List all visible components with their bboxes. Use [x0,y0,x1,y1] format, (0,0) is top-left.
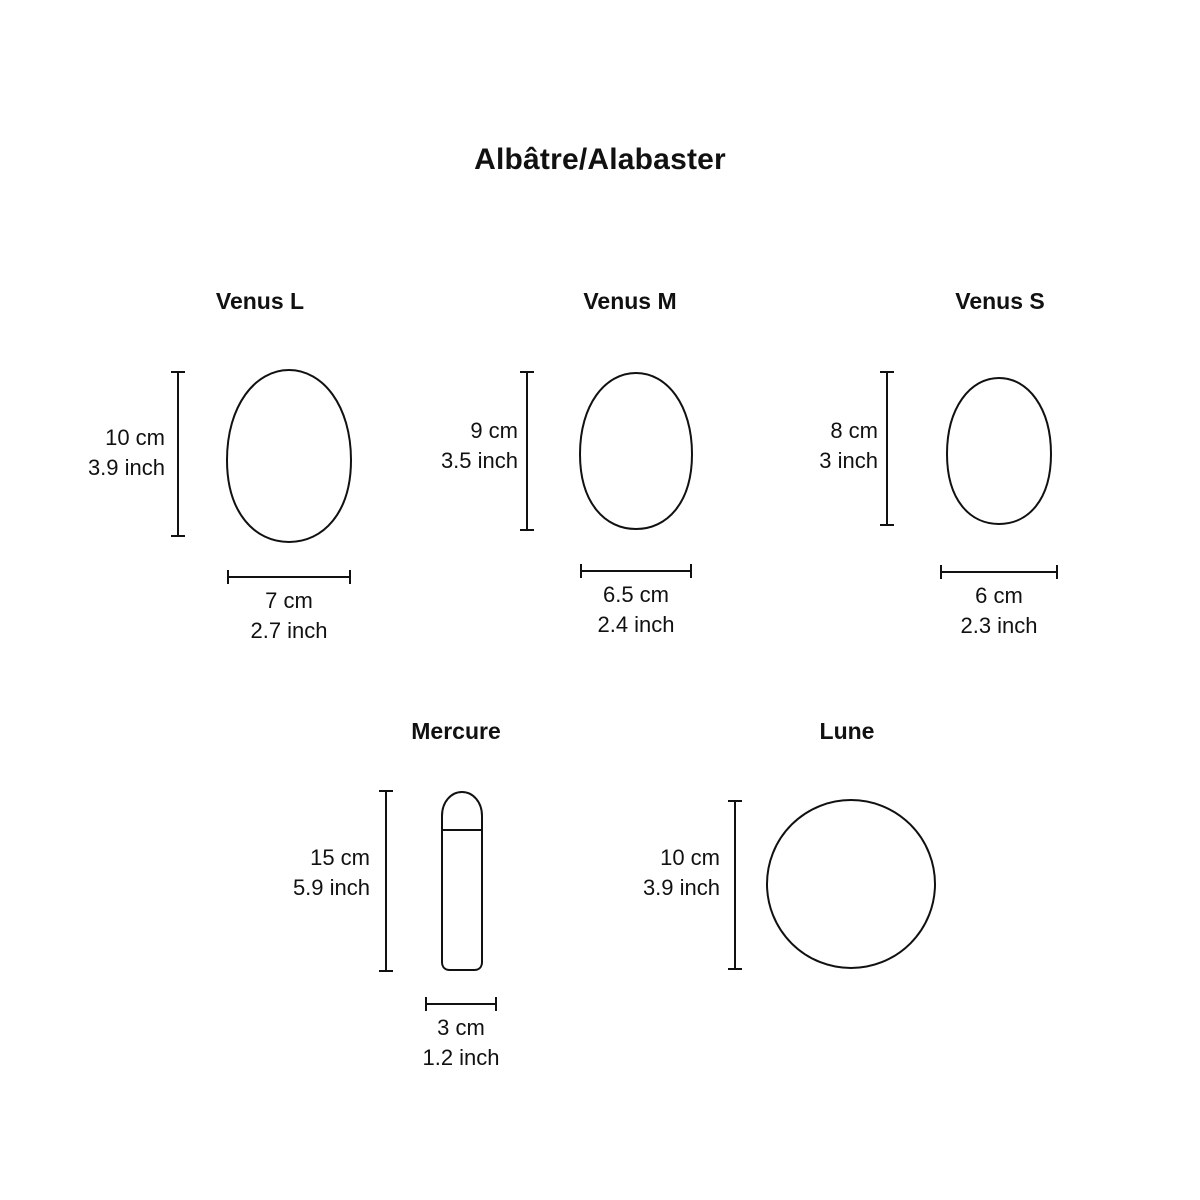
product-label-venus-l: Venus L [215,288,305,314]
width-dimension-bar-venus-m [580,570,692,572]
width-dimension-label-venus-l: 7 cm 2.7 inch [250,588,328,643]
shape-venus-l [225,368,353,544]
height-dimension-label-venus-l: 10 cm 3.9 inch [87,425,165,480]
height-dimension-label-venus-s: 8 cm 3 inch [819,418,878,473]
width-dimension-bar-venus-s [940,571,1058,573]
shape-venus-m [578,371,694,531]
height-dimension-bar-venus-l [177,371,179,537]
page-title: Albâtre/Alabaster [474,143,726,176]
height-dimension-label-venus-m: 9 cm 3.5 inch [440,418,518,473]
height-dimension-label-lune: 10 cm 3.9 inch [642,845,720,900]
height-dimension-label-mercure: 15 cm 5.9 inch [292,845,370,900]
height-dimension-bar-mercure [385,790,387,972]
height-dimension-bar-venus-s [886,371,888,526]
width-dimension-bar-venus-l [227,576,351,578]
product-venus-l [60,288,360,648]
product-venus-m [420,288,720,648]
product-label-venus-s: Venus S [955,288,1045,314]
shape-venus-s [945,376,1053,526]
width-dimension-bar-mercure [425,1003,497,1005]
height-dimension-bar-lune [734,800,736,970]
shape-lune [765,798,937,970]
product-label-mercure: Mercure [411,718,501,744]
shape-mercure [440,790,484,972]
width-dimension-label-venus-m: 6.5 cm 2.4 inch [597,582,675,637]
product-mercure [240,718,560,1098]
product-label-lune: Lune [819,718,875,744]
width-dimension-label-venus-s: 6 cm 2.3 inch [960,583,1038,638]
height-dimension-bar-venus-m [526,371,528,531]
product-label-venus-m: Venus M [583,288,677,314]
product-lune [610,718,990,1018]
product-venus-s [780,288,1080,648]
width-dimension-label-mercure: 3 cm 1.2 inch [422,1015,500,1070]
